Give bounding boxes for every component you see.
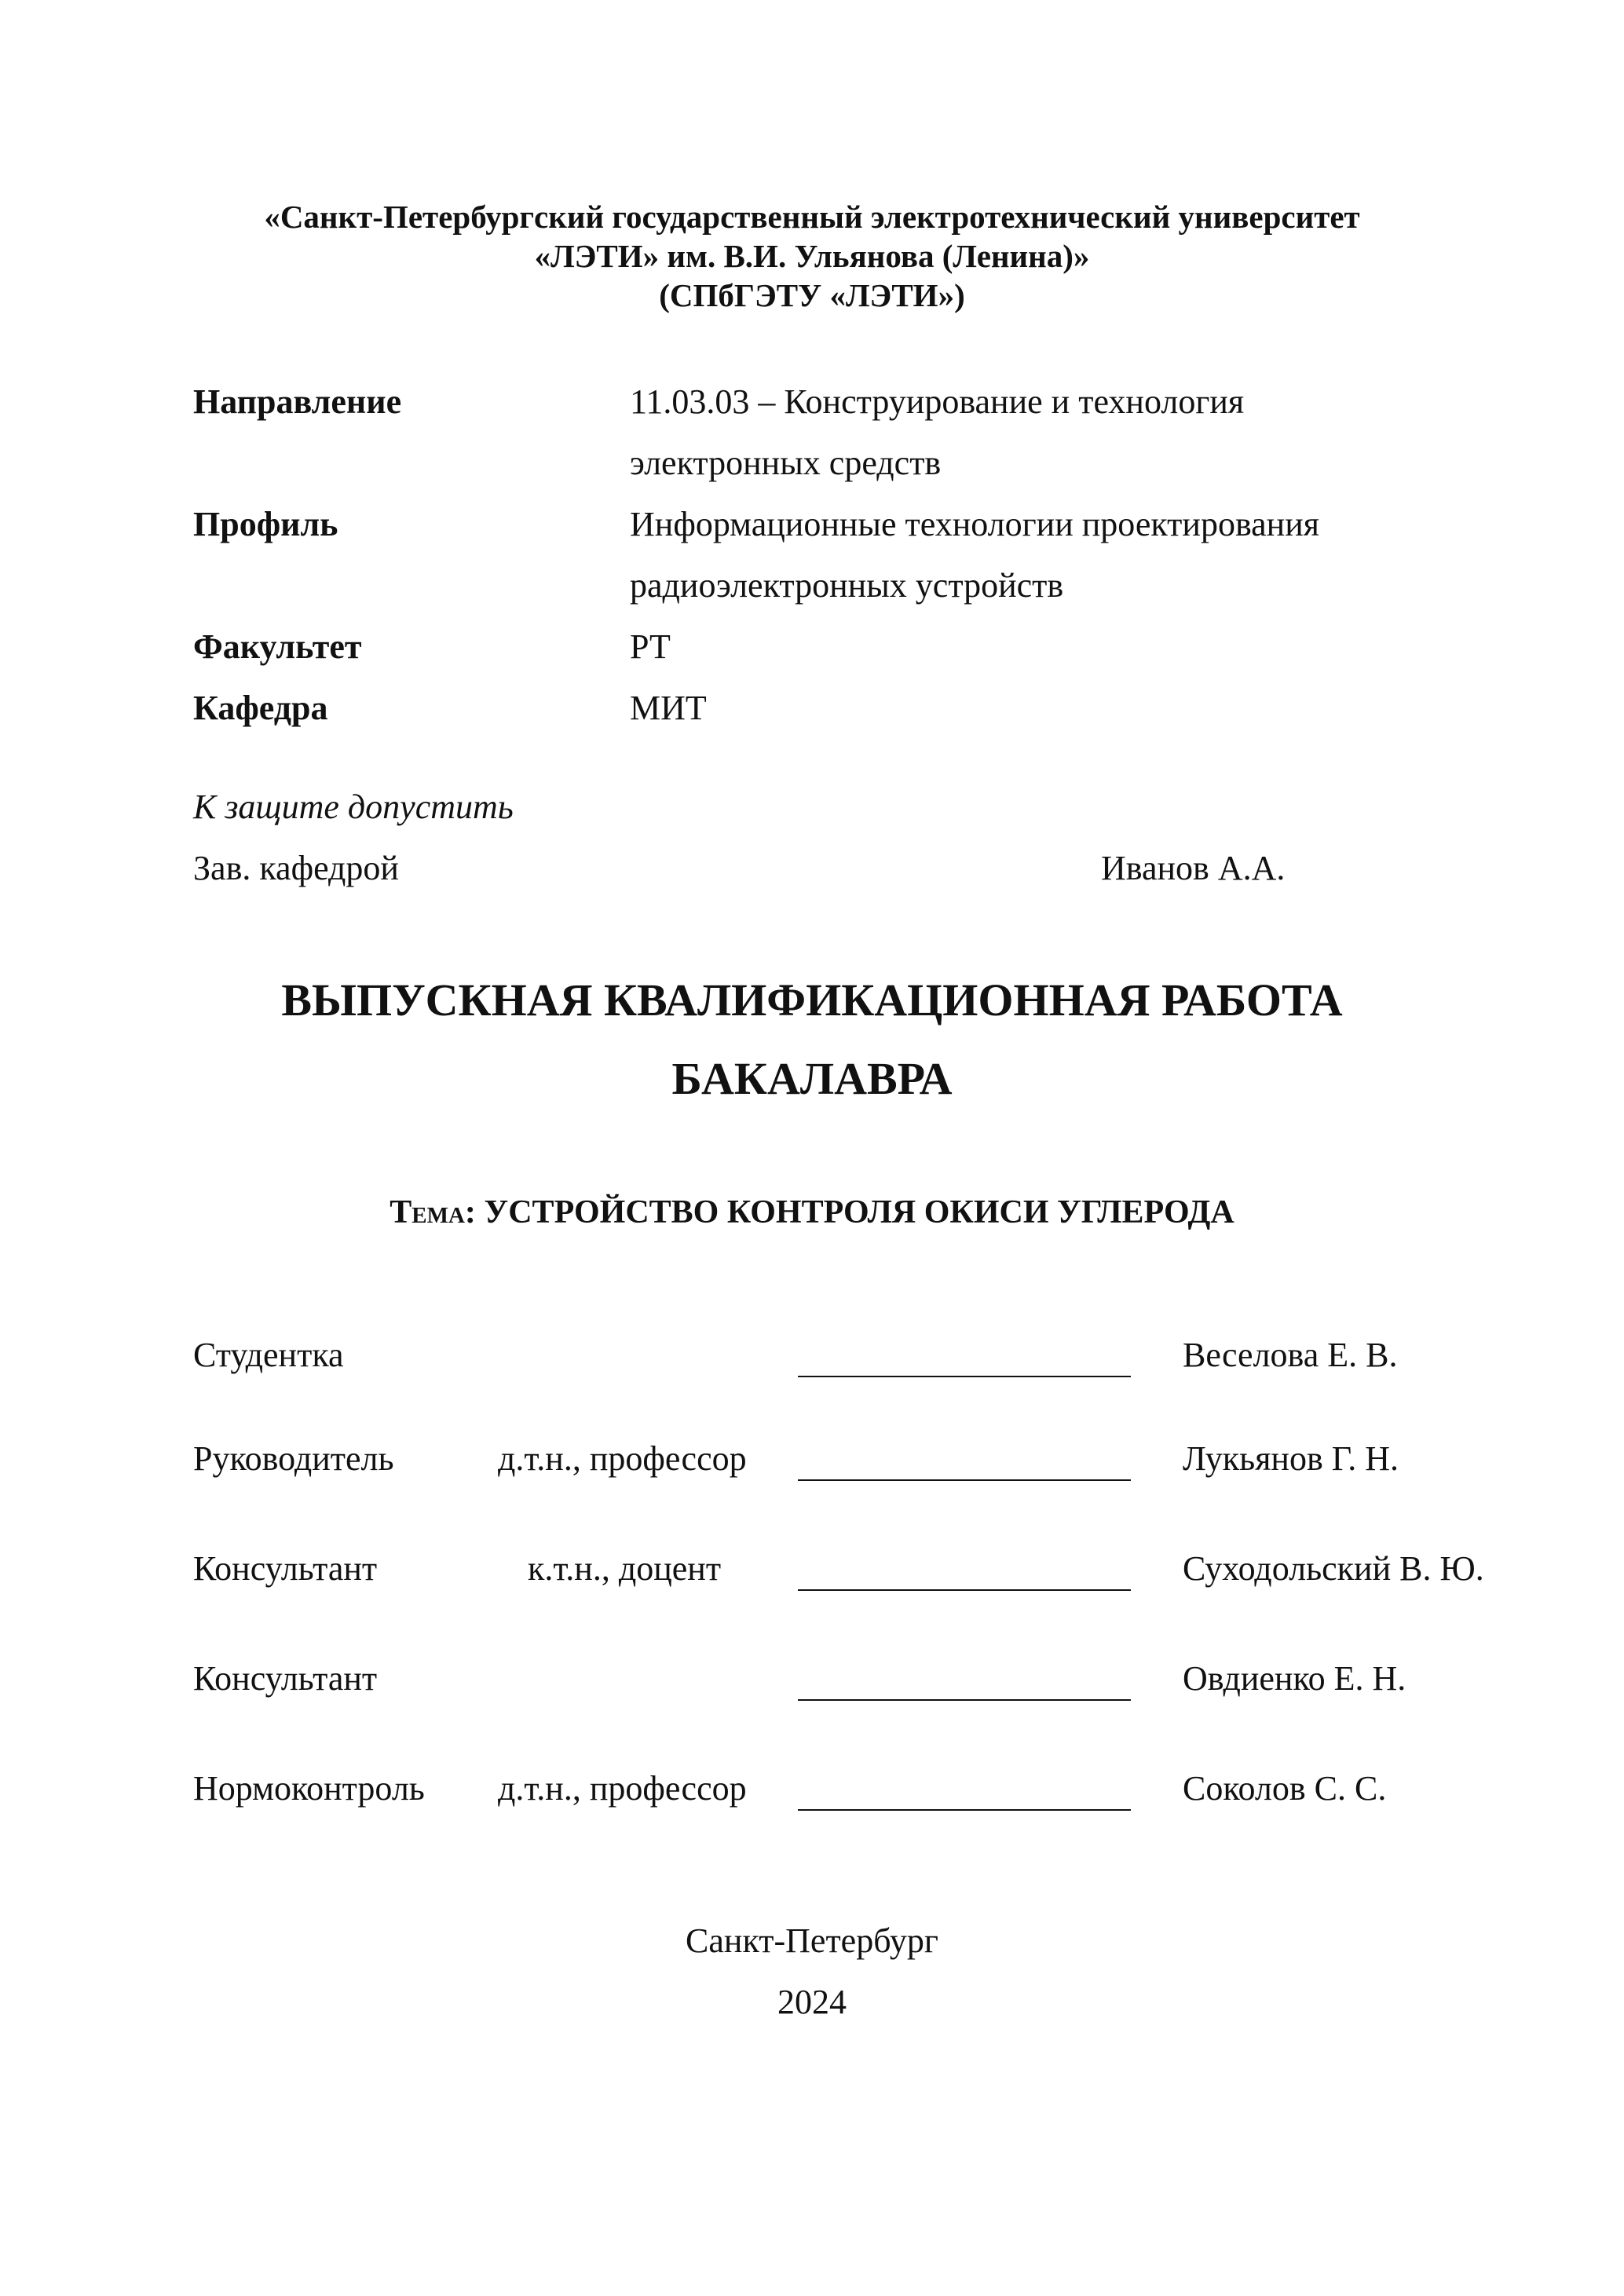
profile-value-line1: Информационные технологии проектирования: [630, 505, 1320, 543]
signature-line[interactable]: [798, 1479, 1131, 1481]
direction-label: Направление: [193, 382, 402, 421]
signature-line[interactable]: [798, 1376, 1131, 1377]
signature-degree: д.т.н., профессор: [498, 1769, 747, 1808]
signature-role: Консультант: [193, 1549, 378, 1588]
signature-line[interactable]: [798, 1589, 1131, 1591]
faculty-label: Факультет: [193, 627, 362, 666]
theme-label: Тема:: [390, 1194, 476, 1230]
department-head-label: Зав. кафедрой: [193, 849, 399, 887]
signature-name: Овдиенко Е. Н.: [1183, 1659, 1406, 1698]
signature-line[interactable]: [798, 1809, 1131, 1811]
signature-degree: д.т.н., профессор: [498, 1439, 747, 1478]
profile-label: Профиль: [193, 505, 338, 543]
university-abbreviation: (СПбГЭТУ «ЛЭТИ»): [659, 277, 965, 313]
signature-role: Студентка: [193, 1336, 344, 1374]
direction-value-line2: электронных средств: [630, 444, 942, 482]
profile-value-line2: радиоэлектронных устройств: [630, 566, 1064, 605]
department-value: МИТ: [630, 689, 707, 727]
department-label: Кафедра: [193, 689, 328, 727]
university-name-line1: «Санкт-Петербургский государственный электротехнический университет: [264, 199, 1360, 235]
document-title-line2: БАКАЛАВРА: [671, 1053, 953, 1104]
year: 2024: [777, 1983, 847, 2021]
signature-degree: к.т.н., доцент: [528, 1549, 722, 1588]
admission-text: К защите допустить: [193, 788, 514, 826]
theme-line: [0, 1194, 1624, 1231]
signature-line[interactable]: [798, 1699, 1131, 1701]
signature-name: Соколов С. С.: [1183, 1769, 1387, 1808]
signature-name: Лукьянов Г. Н.: [1183, 1439, 1399, 1478]
city: Санкт-Петербург: [686, 1921, 938, 1960]
document-title-line1: ВЫПУСКНАЯ КВАЛИФИКАЦИОННАЯ РАБОТА: [281, 974, 1343, 1026]
theme-value: УСТРОЙСТВО КОНТРОЛЯ ОКИСИ УГЛЕРОДА: [484, 1194, 1234, 1230]
direction-value-line1: 11.03.03 – Конструирование и технология: [630, 382, 1245, 421]
signature-name: Суходольский В. Ю.: [1183, 1549, 1484, 1588]
signature-role: Руководитель: [193, 1439, 394, 1478]
university-name-line2: «ЛЭТИ» им. В.И. Ульянова (Ленина)»: [534, 238, 1090, 274]
faculty-value: РТ: [630, 627, 671, 666]
department-head-name: Иванов А.А.: [1101, 849, 1286, 887]
signature-role: Консультант: [193, 1659, 378, 1698]
signature-role: Нормоконтроль: [193, 1769, 425, 1808]
signature-name: Веселова Е. В.: [1183, 1336, 1398, 1374]
